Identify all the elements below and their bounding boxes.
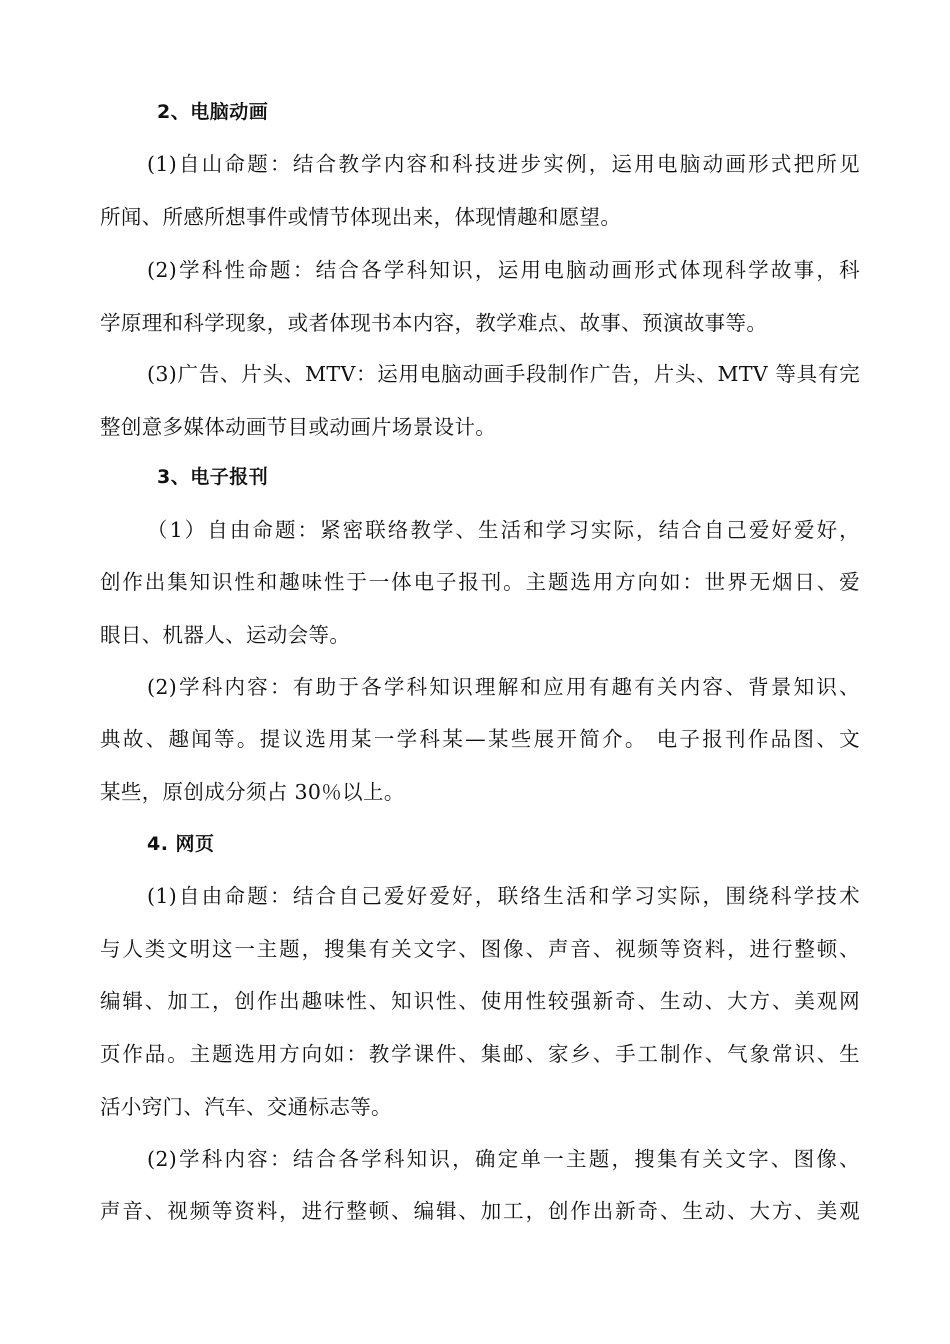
- paragraph-line: (2)学科内容：有助于各学科知识理解和应用有趣有关内容、背景知识、: [147, 675, 860, 699]
- paragraph-line: 创作出集知识性和趣味性于一体电子报刊。主题选用方向如：世界无烟日、爱: [100, 570, 860, 594]
- paragraph-line: 声音、视频等资料，进行整顿、编辑、加工，创作出新奇、生动、大方、美观: [100, 1199, 860, 1223]
- paragraph-line: (3)广告、片头、MTV：运用电脑动画手段制作广告，片头、MTV 等具有完: [147, 362, 860, 386]
- paragraph-line: 整创意多媒体动画节目或动画片场景设计。: [100, 415, 497, 439]
- paragraph-line: 眼日、机器人、运动会等。: [100, 623, 351, 647]
- paragraph-line: （1）自由命题：紧密联络教学、生活和学习实际，结合自己爱好爱好，: [147, 518, 860, 542]
- section-heading: 2、电脑动画: [157, 101, 269, 123]
- paragraph-line: 所闻、所感所想事件或情节体现出来，体现情趣和愿望。: [100, 205, 622, 229]
- section-heading: 4. 网页: [147, 833, 215, 855]
- section-heading: 3、电子报刊: [157, 466, 269, 488]
- paragraph-line: 活小窍门、汽车、交通标志等。: [100, 1095, 392, 1119]
- paragraph-line: 典故、趣闻等。提议选用某一学科某—某些展开简介。 电子报刊作品图、文: [100, 727, 860, 751]
- paragraph-line: (1)自山命题：结合教学内容和科技进步实例，运用电脑动画形式把所见: [147, 152, 860, 176]
- paragraph-line: (2)学科内容：结合各学科知识，确定单一主题，搜集有关文字、图像、: [147, 1147, 860, 1171]
- paragraph-line: 页作品。主题选用方向如：教学课件、集邮、家乡、手工制作、气象常识、生: [100, 1042, 860, 1066]
- paragraph-line: (1)自由命题：结合自己爱好爱好，联络生活和学习实际，围绕科学技术: [147, 884, 860, 908]
- paragraph-line: 某些，原创成分须占 30％以上。: [100, 780, 405, 804]
- paragraph-line: 学原理和科学现象，或者体现书本内容，教学难点、故事、预演故事等。: [100, 311, 768, 335]
- paragraph-line: 与人类文明这一主题，搜集有关文字、图像、声音、视频等资料，进行整顿、: [100, 937, 860, 961]
- paragraph-line: (2)学科性命题：结合各学科知识，运用电脑动画形式体现科学故事，科: [147, 258, 860, 282]
- paragraph-line: 编辑、加工，创作出趣味性、知识性、使用性较强新奇、生动、大方、美观网: [100, 989, 860, 1013]
